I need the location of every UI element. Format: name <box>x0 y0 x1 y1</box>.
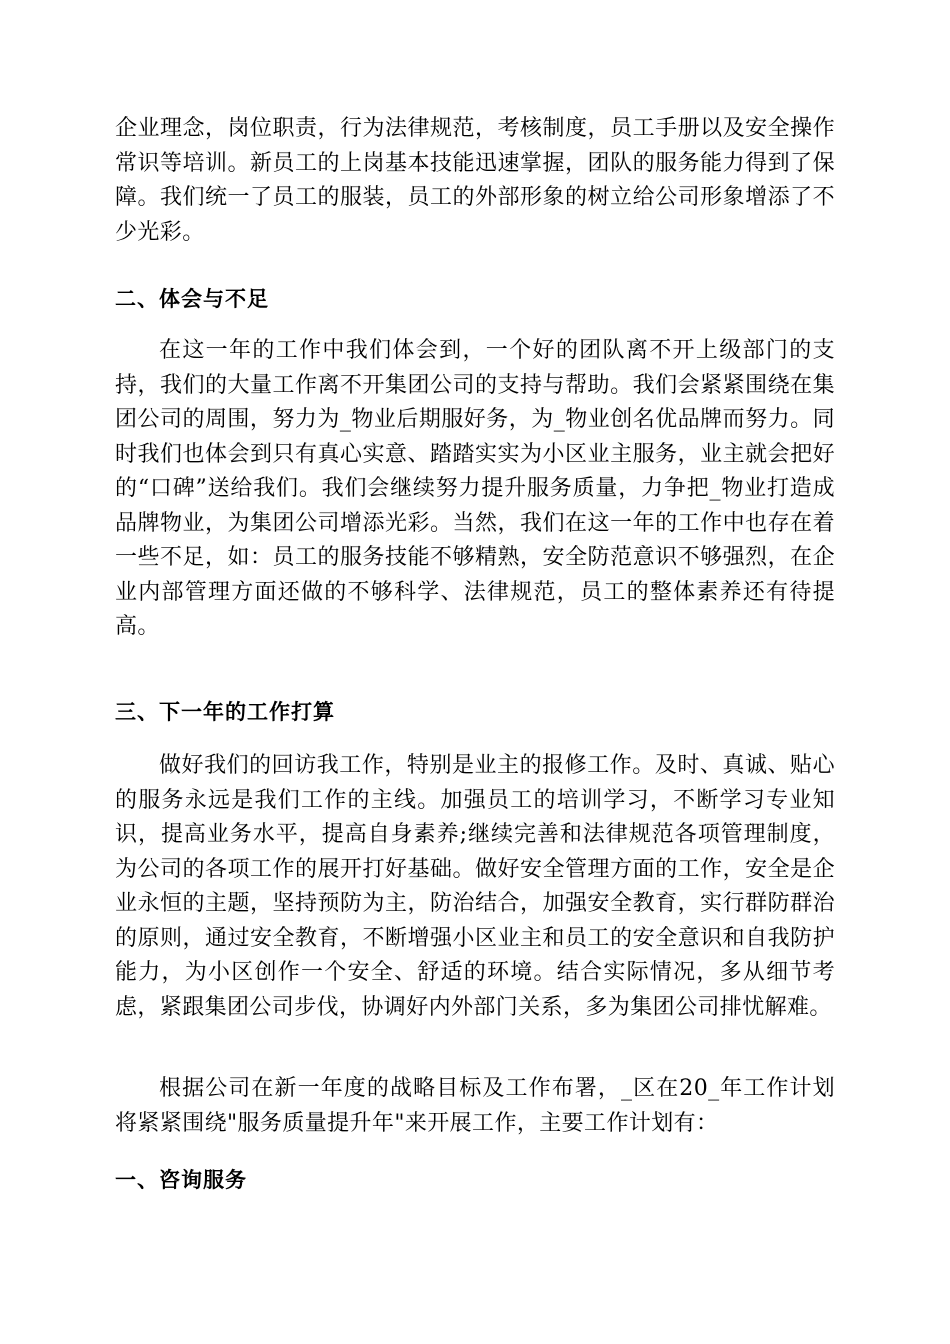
paragraph-experience: 在这一年的工作中我们体会到，一个好的团队离不开上级部门的支持，我们的大量工作离不开集团公司的支持与帮助。我们会紧紧围绕在集团公司的周围，努力为_物业后期服好务，为_物业创名优品牌而努力。同时我们也体会到只有真心实意、踏踏实实为小区业主服务，业主就会把好的“口碑”送给我们。我们会继续努力提升服务质量，力争把_物业打造成品牌物业，为集团公司增添光彩。当然，我们在这一年的工作中也存在着一些不足，如：员工的服务技能不够精熟，安全防范意识不够强烈，在企业内部管理方面还做的不够科学、法律规范，员工的整体素养还有待提高。 <box>115 338 835 639</box>
paragraph-training: 企业理念，岗位职责，行为法律规范，考核制度，员工手册以及安全操作常识等培训。新员工的上岗基本技能迅速掌握，团队的服务能力得到了保障。我们统一了员工的服装，员工的外部形象的树立给公司形象增添了不少光彩。 <box>115 116 835 245</box>
paragraph-work-plan-intro: 根据公司在新一年度的战略目标及工作布署，_区在20_年工作计划将紧紧围绕"服务质量提升年"来开展工作，主要工作计划有： <box>115 1076 835 1136</box>
section-heading-next-year-plan: 三、下一年的工作打算 <box>115 700 335 724</box>
paragraph-next-year-plan: 做好我们的回访我工作，特别是业主的报修工作。及时、真诚、贴心的服务永远是我们工作的主线。加强员工的培训学习，不断学习专业知识，提高业务水平，提高自身素养;继续完善和法律规范各项管理制度，为公司的各项工作的展开打好基础。做好安全管理方面的工作，安全是企业永恒的主题，坚持预防为主，防治结合，加强安全教育，实行群防群治的原则，通过安全教育，不断增强小区业主和员工的安全意识和自我防护能力，为小区创作一个安全、舒适的环境。结合实际情况，多从细节考虑，紧跟集团公司步伐，协调好内外部门关系，多为集团公司排忧解难。 <box>115 753 835 1020</box>
section-heading-consulting-service: 一、咨询服务 <box>115 1168 247 1192</box>
section-heading-experience: 二、体会与不足 <box>115 287 269 311</box>
